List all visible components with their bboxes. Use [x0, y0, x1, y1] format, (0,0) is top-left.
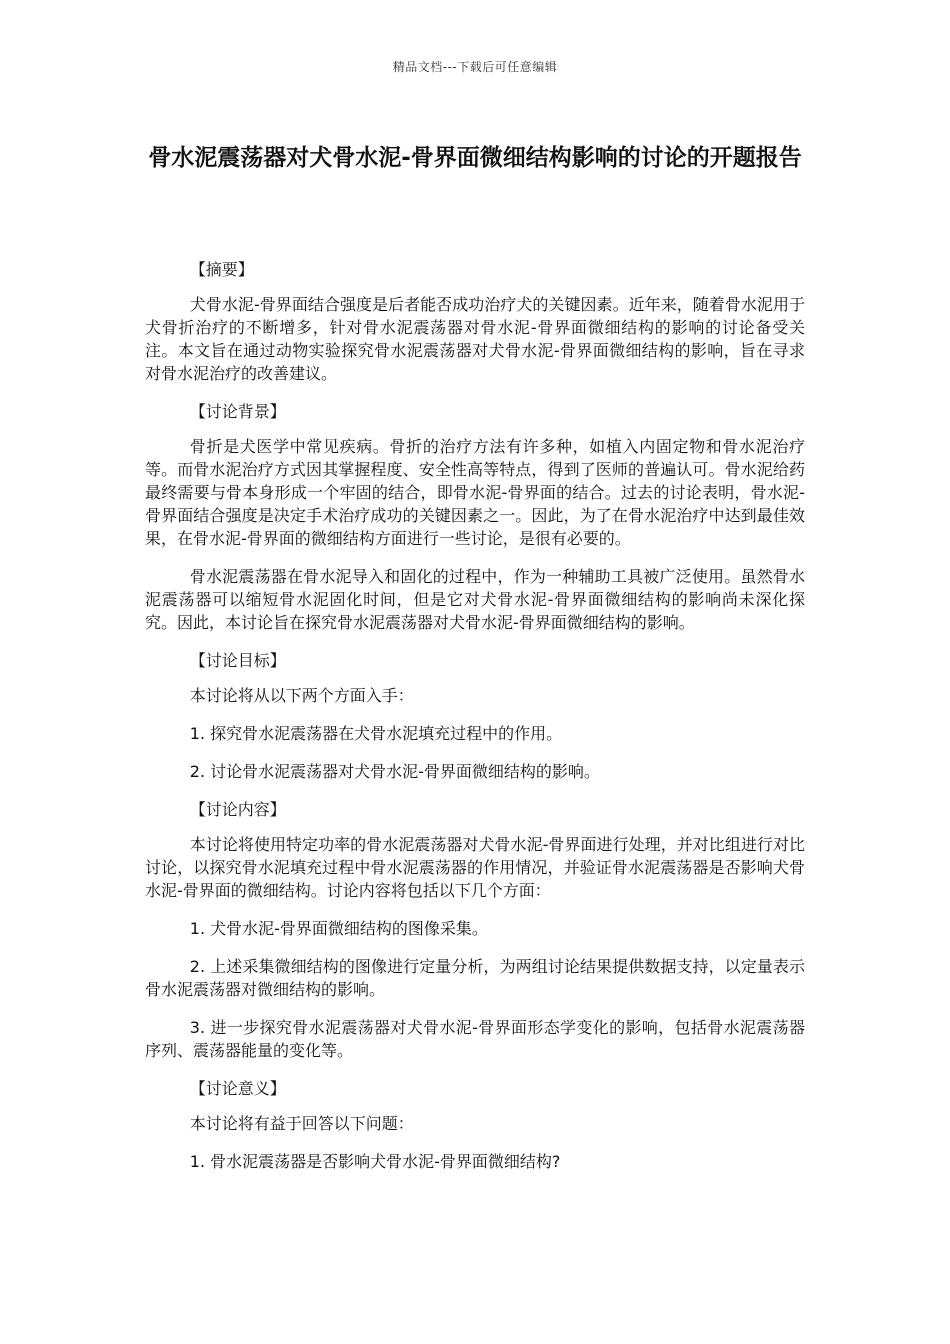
significance-intro: 本讨论将有益于回答以下问题： [189, 1114, 414, 1133]
objectives-intro: 本讨论将从以下两个方面入手： [189, 686, 414, 705]
section-heading-abstract: 【摘要】 [189, 260, 254, 279]
content-item-2: 2. 上述采集微细结构的图像进行定量分析，为两组讨论结果提供数据支持，以定量表示骨水泥震荡器对微细结构的影响。 [145, 957, 805, 999]
section-heading-background: 【讨论背景】 [189, 402, 286, 421]
background-paragraph-2: 骨水泥震荡器在骨水泥导入和固化的过程中，作为一种辅助工具被广泛使用。虽然骨水泥震荡器可以缩短骨水泥固化时间，但是它对犬骨水泥-骨界面微细结构的影响尚未深化探究。因此，本讨论旨在探究骨水泥震荡器对犬骨水泥-骨界面微细结构的影响。 [145, 567, 805, 632]
running-header: 精品文档---下载后可任意编辑 [392, 60, 558, 74]
section-heading-objectives: 【讨论目标】 [189, 651, 286, 670]
significance-item-1: 1. 骨水泥震荡器是否影响犬骨水泥-骨界面微细结构? [189, 1152, 561, 1171]
section-heading-content: 【讨论内容】 [189, 800, 286, 819]
objectives-item-2: 2. 讨论骨水泥震荡器对犬骨水泥-骨界面微细结构的影响。 [189, 762, 600, 781]
abstract-paragraph: 犬骨水泥-骨界面结合强度是后者能否成功治疗犬的关键因素。近年来，随着骨水泥用于犬骨折治疗的不断增多，针对骨水泥震荡器对骨水泥-骨界面微细结构的影响的讨论备受关注。本文旨在通过动物实验探究骨水泥震荡器对犬骨水泥-骨界面微细结构的影响，旨在寻求对骨水泥治疗的改善建议。 [145, 295, 805, 383]
document-title: 骨水泥震荡器对犬骨水泥-骨界面微细结构影响的讨论的开题报告 [148, 145, 802, 171]
content-item-1: 1. 犬骨水泥-骨界面微细结构的图像采集。 [189, 919, 488, 938]
content-intro: 本讨论将使用特定功率的骨水泥震荡器对犬骨水泥-骨界面进行处理，并对比组进行对比讨论，以探究骨水泥填充过程中骨水泥震荡器的作用情况，并验证骨水泥震荡器是否影响犬骨水泥-骨界面的微细结构。讨论内容将包括以下几个方面： [145, 835, 805, 900]
objectives-item-1: 1. 探究骨水泥震荡器在犬骨水泥填充过程中的作用。 [189, 724, 563, 743]
background-paragraph-1: 骨折是犬医学中常见疾病。骨折的治疗方法有许多种，如植入内固定物和骨水泥治疗等。而骨水泥治疗方式因其掌握程度、安全性高等特点，得到了医师的普遍认可。骨水泥给药最终需要与骨本身形成一个牢固的结合，即骨水泥-骨界面的结合。过去的讨论表明，骨水泥-骨界面结合强度是决定手术治疗成功的关键因素之一。因此，为了在骨水泥治疗中达到最佳效果，在骨水泥-骨界面的微细结构方面进行一些讨论，是很有必要的。 [145, 437, 805, 548]
content-item-3: 3. 进一步探究骨水泥震荡器对犬骨水泥-骨界面形态学变化的影响，包括骨水泥震荡器序列、震荡器能量的变化等。 [145, 1018, 805, 1060]
document-body [145, 258, 805, 1188]
section-heading-significance: 【讨论意义】 [189, 1079, 286, 1098]
